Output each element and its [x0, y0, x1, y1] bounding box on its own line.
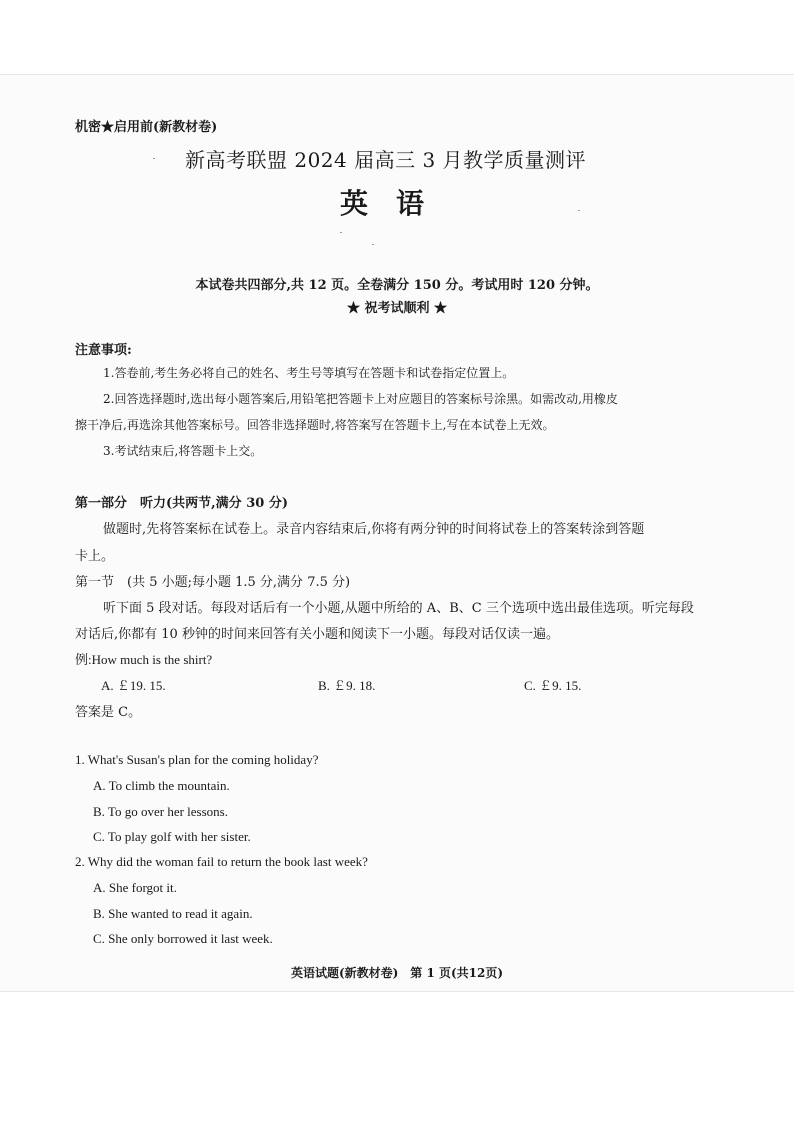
question-2-option-b: B. She wanted to read it again. — [93, 906, 253, 921]
question-1-option-a: A. To climb the mountain. — [93, 778, 230, 793]
notice-item-1: 1.答卷前,考生务必将自己的姓名、考生号等填写在答题卡和试卷指定位置上。 — [103, 366, 515, 380]
exam-info: 本试卷共四部分,共 12 页。全卷满分 150 分。考试用时 120 分钟。 — [195, 278, 599, 293]
example-option-b: B. ￡9. 18. — [318, 678, 376, 693]
scan-speck — [372, 244, 374, 245]
notice-item-2-cont: 擦干净后,再选涂其他答案标号。回答非选择题时,将答案写在答题卡上,写在本试卷上无效。 — [75, 418, 555, 432]
question-2-option-c: C. She only borrowed it last week. — [93, 931, 273, 946]
notice-heading: 注意事项: — [75, 343, 132, 358]
scan-speck — [578, 210, 580, 211]
good-luck-line: ★ 祝考试顺利 ★ — [346, 301, 448, 316]
section1-heading: 第一节 (共 5 小题;每小题 1.5 分,满分 7.5 分) — [75, 575, 351, 590]
example-option-a: A. ￡19. 15. — [101, 678, 166, 693]
example-answer: 答案是 C。 — [75, 705, 142, 720]
exam-title: 新高考联盟 2024 届高三 3 月教学质量测评 — [185, 148, 587, 172]
notice-item-2: 2.回答选择题时,选出每小题答案后,用铅笔把答题卡上对应题目的答案标号涂黑。如需改动,用橡皮 — [103, 392, 618, 406]
part1-intro-cont: 卡上。 — [75, 549, 115, 564]
part1-intro: 做题时,先将答案标在试卷上。录音内容结束后,你将有两分钟的时间将试卷上的答案转涂到答题 — [103, 522, 645, 537]
question-1-option-b: B. To go over her lessons. — [93, 804, 228, 819]
example-question: 例:How much is the shirt? — [75, 652, 213, 667]
example-option-c: C. ￡9. 15. — [524, 678, 582, 693]
question-2-option-a: A. She forgot it. — [93, 880, 177, 895]
scan-speck — [340, 232, 342, 233]
question-1-stem: 1. What's Susan's plan for the coming holiday? — [75, 752, 319, 767]
question-2-stem: 2. Why did the woman fail to return the book last week? — [75, 854, 368, 869]
notice-item-3: 3.考试结束后,将答题卡上交。 — [103, 444, 263, 458]
scan-speck — [153, 158, 155, 159]
confidential-label: 机密★启用前(新教材卷) — [75, 120, 218, 135]
page-footer: 英语试题(新教材卷) 第 1 页(共12页) — [290, 966, 504, 980]
subject-title: 英语 — [340, 187, 453, 220]
section1-instructions: 听下面 5 段对话。每段对话后有一个小题,从题中所给的 A、B、C 三个选项中选出最佳选项。听完每段 — [103, 601, 694, 616]
section1-instructions-cont: 对话后,你都有 10 秒钟的时间来回答有关小题和阅读下一小题。每段对话仅读一遍。 — [75, 627, 559, 642]
part1-heading: 第一部分 听力(共两节,满分 30 分) — [75, 496, 288, 511]
question-1-option-c: C. To play golf with her sister. — [93, 829, 251, 844]
